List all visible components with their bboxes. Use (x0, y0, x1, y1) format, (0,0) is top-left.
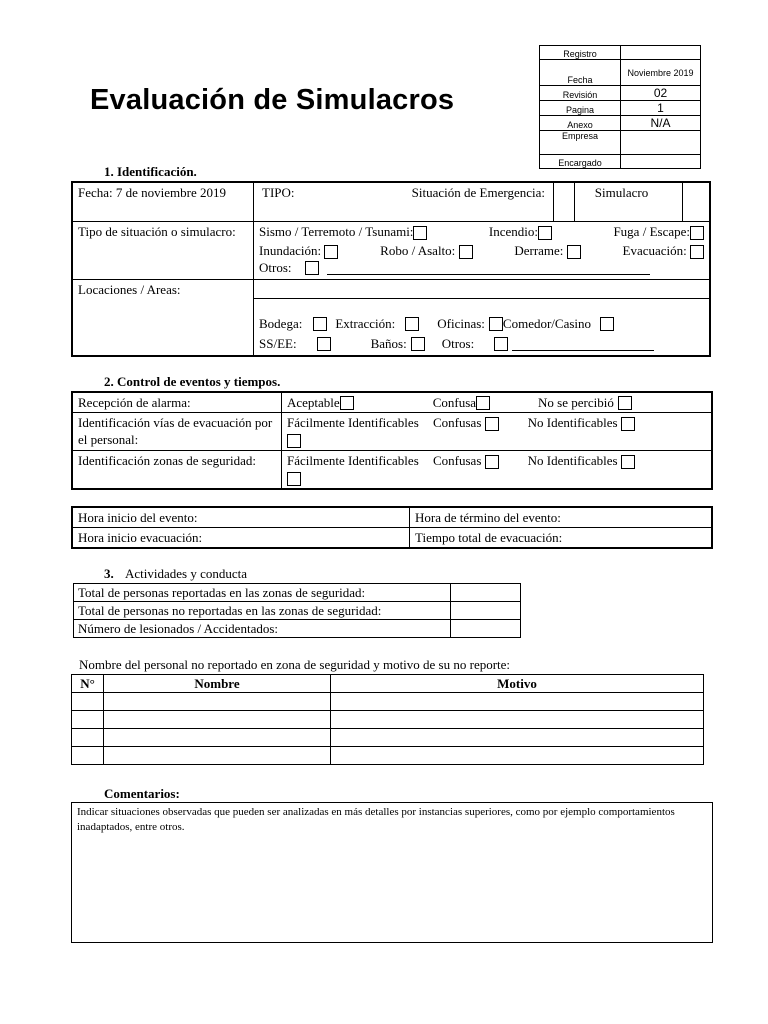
comentarios-heading: Comentarios: (104, 786, 180, 801)
registro-value (621, 46, 701, 60)
section-3-title: Actividades y conducta (125, 566, 248, 581)
lesionados-value[interactable] (451, 620, 521, 638)
tiempo-total-evacuacion[interactable]: Tiempo total de evacuación: (410, 528, 713, 549)
section-2-heading: 2. Control de eventos y tiempos. (104, 374, 281, 389)
confusa-label: Confusa (432, 395, 477, 410)
ssee-checkbox[interactable] (317, 337, 331, 351)
fecha-label: Fecha (540, 60, 621, 86)
tipo-situacion-options (254, 222, 711, 280)
aceptable-checkbox[interactable] (340, 396, 354, 410)
confusas-vias-checkbox[interactable] (485, 417, 499, 431)
otros2-label: Otros: (441, 336, 475, 351)
row-n-cell[interactable] (72, 747, 104, 765)
no-percibio-label: No se percibió (538, 395, 614, 410)
row-nombre-cell[interactable] (104, 747, 331, 765)
hora-termino-evento[interactable]: Hora de término del evento: (410, 507, 713, 528)
empresa-label: Empresa (540, 131, 621, 155)
personas-no-reportadas-label: Total de personas no reportadas en las zonas de seguridad: (74, 602, 451, 620)
row-nombre-cell[interactable] (104, 711, 331, 729)
fuga-label: Fuga / Escape: (613, 224, 690, 239)
no-percibio-checkbox[interactable] (618, 396, 632, 410)
comedor-checkbox[interactable] (600, 317, 614, 331)
zonas-seguridad-options (282, 451, 713, 489)
hora-inicio-evacuacion[interactable]: Hora inicio evacuación: (72, 528, 410, 549)
vias-evacuacion-options (282, 413, 713, 451)
row-motivo-cell[interactable] (331, 747, 704, 765)
banos-label: Baños: (370, 336, 407, 351)
oficinas-checkbox[interactable] (489, 317, 503, 331)
no-ident-zonas-label: No Identificables (527, 453, 618, 468)
ssee-label: SS/EE: (259, 336, 297, 351)
inundacion-checkbox[interactable] (324, 245, 338, 259)
confusas-zonas-label: Confusas (433, 453, 482, 468)
robo-checkbox[interactable] (459, 245, 473, 259)
facil-zonas-label: Fácilmente Identificables (287, 453, 419, 468)
row-motivo-cell[interactable] (331, 729, 704, 747)
tipo-label: TIPO: (262, 185, 295, 200)
confusas-zonas-checkbox[interactable] (485, 455, 499, 469)
comentarios-box[interactable] (71, 802, 713, 943)
empresa-value (621, 131, 701, 155)
sismo-checkbox[interactable] (413, 226, 427, 240)
no-ident-vias-label: No Identificables (527, 415, 618, 430)
situacion-emergencia-label: Situación de Emergencia: (411, 185, 545, 200)
fecha-value: Noviembre 2019 (621, 60, 701, 86)
evacuacion-label: Evacuación: (622, 243, 687, 259)
section-3-number: 3. (104, 566, 114, 581)
no-ident-vias-checkbox[interactable] (621, 417, 635, 431)
revision-value: 02 (621, 86, 701, 101)
no-ident-zonas-checkbox[interactable] (621, 455, 635, 469)
row-nombre-cell[interactable] (104, 693, 331, 711)
fecha-cell: Fecha: 7 de noviembre 2019 (72, 182, 254, 222)
row-n-cell[interactable] (72, 711, 104, 729)
encargado-label: Encargado (540, 155, 621, 169)
table-row (72, 729, 704, 747)
evacuacion-checkbox[interactable] (690, 245, 704, 259)
times-table (71, 506, 713, 549)
inundacion-label: Inundación: (259, 243, 322, 259)
row-motivo-cell[interactable] (331, 693, 704, 711)
hora-inicio-evento[interactable]: Hora inicio del evento: (72, 507, 410, 528)
personas-reportadas-value[interactable] (451, 584, 521, 602)
row-nombre-cell[interactable] (104, 729, 331, 747)
col-motivo-header: Motivo (331, 675, 704, 693)
col-nombre-header: Nombre (104, 675, 331, 693)
fuga-checkbox[interactable] (690, 226, 704, 240)
page-title: Evaluación de Simulacros (90, 84, 455, 116)
recepcion-alarma-options (282, 392, 713, 413)
incendio-checkbox[interactable] (538, 226, 552, 240)
situacion-emergencia-checkbox[interactable] (553, 183, 575, 221)
aceptable-label: Aceptable (287, 395, 340, 410)
events-control-table (71, 391, 713, 490)
derrame-label: Derrame: (514, 243, 564, 259)
comentarios-text: Indicar situaciones observadas que pueden ser analizadas en más detalles por instancias superiores, como por ejemplo comportamientos inadaptados, entre otros. (77, 806, 675, 833)
incendio-label: Incendio: (488, 224, 538, 239)
recepcion-alarma-label: Recepción de alarma: (72, 392, 282, 413)
otros2-line[interactable] (512, 336, 654, 351)
table-row (72, 747, 704, 765)
confusas-vias-label: Confusas (433, 415, 482, 430)
anexo-value: N/A (621, 116, 701, 131)
confusa-checkbox[interactable] (476, 396, 490, 410)
extraccion-checkbox[interactable] (405, 317, 419, 331)
bodega-checkbox[interactable] (313, 317, 327, 331)
facil-vias-label: Fácilmente Identificables (287, 415, 419, 430)
section-3-heading (104, 566, 247, 582)
otros-label: Otros: (259, 260, 292, 276)
simulacro-checkbox[interactable] (682, 183, 709, 221)
locaciones-options (254, 280, 711, 356)
identification-table (71, 181, 711, 357)
banos-checkbox[interactable] (411, 337, 425, 351)
table-row (72, 711, 704, 729)
section-1-heading: 1. Identificación. (104, 164, 197, 179)
otros2-checkbox[interactable] (494, 337, 508, 351)
locaciones-input[interactable] (254, 280, 709, 299)
zonas-seguridad-label: Identificación zonas de seguridad: (72, 451, 282, 489)
tipo-situacion-label: Tipo de situación o simulacro: (72, 222, 254, 280)
activities-table (73, 583, 521, 638)
vias-evacuacion-label: Identificación vías de evacuación por el personal: (72, 413, 282, 451)
otros-checkbox[interactable] (305, 261, 319, 275)
derrame-checkbox[interactable] (567, 245, 581, 259)
oficinas-label: Oficinas: (437, 316, 485, 331)
otros-line[interactable] (327, 260, 650, 275)
tipo-cell (254, 182, 711, 222)
revision-label: Revisión (540, 86, 621, 101)
row-motivo-cell[interactable] (331, 711, 704, 729)
registro-label: Registro (540, 46, 621, 60)
row-n-cell[interactable] (72, 729, 104, 747)
sismo-label: Sismo / Terremoto / Tsunami: (259, 224, 414, 239)
anexo-label: Anexo (540, 116, 621, 131)
facil-zonas-checkbox[interactable] (287, 472, 301, 486)
document-control-table (539, 45, 701, 169)
extraccion-label: Extracción: (335, 316, 396, 331)
table-row (72, 693, 704, 711)
pagina-label: Pagina (540, 101, 621, 116)
lesionados-label: Número de lesionados / Accidentados: (74, 620, 451, 638)
locaciones-label: Locaciones / Areas: (72, 280, 254, 356)
personas-no-reportadas-value[interactable] (451, 602, 521, 620)
col-n-header: N° (72, 675, 104, 693)
no-reportado-intro: Nombre del personal no reportado en zona de seguridad y motivo de su no reporte: (79, 657, 511, 672)
encargado-value (621, 155, 701, 169)
personas-reportadas-label: Total de personas reportadas en las zonas de seguridad: (74, 584, 451, 602)
facil-vias-checkbox[interactable] (287, 434, 301, 448)
bodega-label: Bodega: (259, 316, 303, 331)
simulacro-label: Simulacro (594, 185, 649, 200)
pagina-value: 1 (621, 101, 701, 116)
comedor-label: Comedor/Casino (502, 316, 592, 331)
row-n-cell[interactable] (72, 693, 104, 711)
robo-label: Robo / Asalto: (380, 243, 456, 259)
personnel-table (71, 674, 704, 765)
